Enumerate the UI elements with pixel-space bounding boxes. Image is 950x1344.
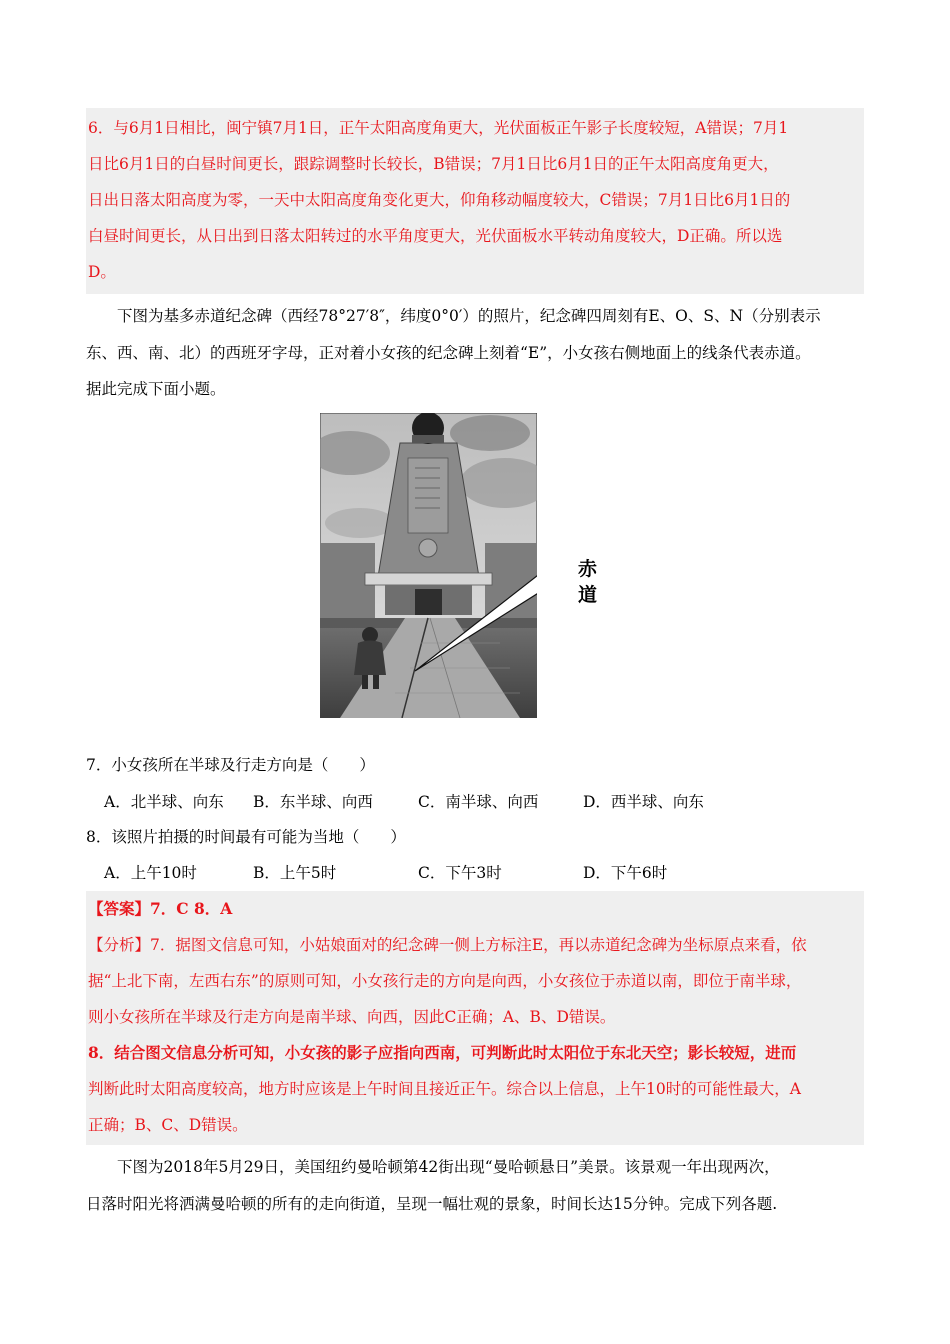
intro-line: 东、西、南、北）的西班牙字母，正对着小女孩的纪念碑上刻着“E”，小女孩右侧地面上的线条代表赤道。 — [86, 343, 811, 362]
intro-line: 日落时阳光将洒满曼哈顿的所有的走向街道，呈现一幅壮观的景象，时间长达15分钟。完成下列各题. — [86, 1194, 778, 1213]
equator-callout-label: 赤道 — [578, 558, 598, 606]
equator-monument-photo — [320, 413, 598, 718]
analysis-q6 — [86, 108, 864, 294]
analysis-line: 日出日落太阳高度为零，一天中太阳高度角变化更大，仰角移动幅度较大，C错误；7月1日比6月1日的 — [88, 191, 791, 209]
answer-line: 【答案】7．C 8．A — [88, 899, 233, 918]
analysis-line: 据“上北下南，左西右东”的原则可知，小女孩行走的方向是向西，小女孩位于赤道以南，即位于南半球， — [88, 972, 802, 990]
analysis-line: 8．结合图文信息分析可知，小女孩的影子应指向西南，可判断此时太阳位于东北天空；影长较短，进而 — [88, 1043, 797, 1062]
analysis-line: 判断此时太阳高度较高，地方时应该是上午时间且接近正午。综合以上信息，上午10时的可能性最大，A — [88, 1080, 801, 1098]
intro-line: 下图为基多赤道纪念碑（西经78°27′8″，纬度0°0′）的照片，纪念碑四周刻有E、O、S、N（分别表示 — [117, 307, 821, 325]
question-7-stem: 7．小女孩所在半球及行走方向是（ ） — [86, 756, 375, 774]
analysis-line: 日比6月1日的白昼时间更长，跟踪调整时长较长，B错误；7月1日比6月1日的正午太阳高度角更大， — [88, 155, 779, 173]
q8-option-c: C．下午3时 — [418, 864, 502, 882]
analysis-line: 正确；B、C、D错误。 — [88, 1116, 248, 1134]
analysis-line: 6．与6月1日相比，闽宁镇7月1日，正午太阳高度角更大，光伏面板正午影子长度较短，A错误；7月1 — [88, 119, 789, 137]
q8-option-d: D．下午6时 — [583, 864, 668, 882]
intro-paragraph-2 — [86, 1149, 864, 1222]
q8-option-a: A．上午10时 — [104, 864, 197, 882]
analysis-line: 则小女孩所在半球及行走方向是南半球、向西，因此C正确；A、B、D错误。 — [88, 1008, 616, 1026]
analysis-q7-q8 — [86, 891, 864, 1145]
q7-option-c: C．南半球、向西 — [418, 793, 539, 811]
intro-line: 据此完成下面小题。 — [86, 380, 226, 398]
analysis-line: 白昼时间更长，从日出到日落太阳转过的水平角度更大，光伏面板水平转动角度较大，D正确。所以选 — [88, 227, 783, 245]
analysis-line: D。 — [88, 263, 116, 281]
q7-option-d: D．西半球、向东 — [583, 793, 704, 811]
analysis-line: 【分析】7．据图文信息可知，小姑娘面对的纪念碑一侧上方标注E，再以赤道纪念碑为坐标原点来看，依 — [88, 936, 807, 954]
intro-paragraph-1 — [86, 298, 864, 408]
intro-line: 下图为2018年5月29日，美国纽约曼哈顿第42街出现“曼哈顿悬日”美景。该景观一年出现两次， — [117, 1158, 780, 1176]
question-8-stem: 8．该照片拍摄的时间最有可能为当地（ ） — [86, 828, 406, 846]
q7-option-b: B．东半球、向西 — [253, 793, 373, 811]
q8-option-b: B．上午5时 — [253, 864, 337, 882]
q7-option-a: A．北半球、向东 — [104, 793, 224, 811]
